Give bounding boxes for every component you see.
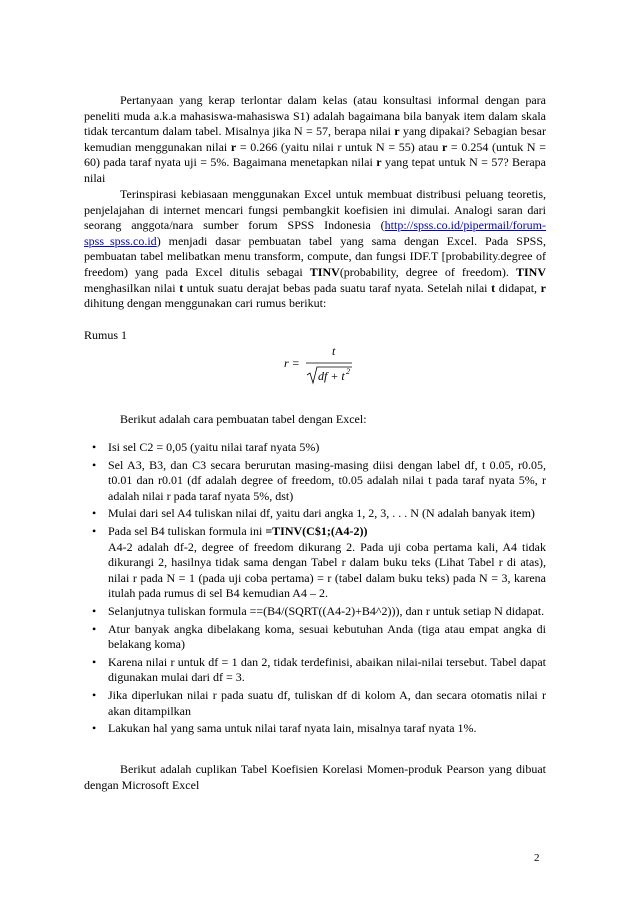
text-span: Pada sel B4 tuliskan formula ini <box>108 523 266 538</box>
list-item <box>84 721 546 737</box>
list-item <box>84 688 546 719</box>
text-span: didapat, <box>495 280 541 295</box>
bold-r: r <box>230 139 237 154</box>
bold-tinv: TINV <box>309 264 340 279</box>
bold-t: t <box>179 280 184 295</box>
forum-link[interactable]: http://spss.co.id/pipermail/forum-spss_spss.co.id <box>84 218 546 248</box>
paragraph-table-intro: Berikut adalah cuplikan Tabel Koefisien Korelasi Momen-produk Pearson yang dibuat dengan Microsoft Excel <box>84 762 546 792</box>
text-span: Atur banyak angka dibelakang koma, sesuai kebutuhan Anda (tiga atau empat angka di belakang koma) <box>108 621 546 652</box>
text-span: ) menjadi dasar pembuatan tabel yang sama dengan Excel. Pada SPSS, pembuatan tabel melibatkan menu transform, compute, dan fungsi IDF.T [probability.degree of freedom) yang pada Excel ditulis sebagai <box>84 233 546 279</box>
list-item <box>84 655 546 686</box>
list-item <box>84 440 546 456</box>
bold-tinv: TINV <box>515 264 546 279</box>
list-item <box>84 524 546 602</box>
text-span: = 0.254 (untuk N = 60) pada taraf nyata uji = 5%. Bagaimana menetapkan nilai <box>84 139 546 170</box>
bullet-icon: • <box>92 457 97 472</box>
text-span: menghasilkan nilai <box>84 280 180 295</box>
text-span: Mulai dari sel A4 tuliskan nilai df, yaitu dari angka 1, 2, 3, . . . N (N adalah banyak item) <box>108 506 535 521</box>
formula-denominator: df + t <box>318 369 345 383</box>
text-span: Sel A3, B3, dan C3 secara berurutan masing-masing diisi dengan label df, t 0.05, r0.05, t0.01 dan r0.01 (df adalah degree of freedom, t0.05 adalah nilai t pada taraf nyata 5%, r adalah nilai r pada taraf nyata 5%, dst) <box>108 457 546 503</box>
bold-r: r <box>540 280 546 295</box>
formula-lhs: r = <box>284 356 300 370</box>
list-item <box>84 458 546 505</box>
bullet-icon: • <box>92 506 97 521</box>
text-span: untuk suatu derajat bebas pada suatu taraf nyata. Setelah nilai <box>183 280 492 295</box>
text-span: dihitung dengan menggunakan cari rumus berikut: <box>84 296 327 311</box>
bullet-icon: • <box>92 440 97 454</box>
formula-r <box>282 343 382 387</box>
bold-t: t <box>491 280 496 295</box>
paragraph-steps-intro: Berikut adalah cara pembuatan tabel dengan Excel: <box>120 412 367 426</box>
tinv-formula: =TINV(C$1;(A4-2)) <box>265 523 368 538</box>
list-item <box>84 604 546 620</box>
text-span: Selanjutnya tuliskan formula ==(B4/(SQRT((A4-2)+B4^2))), dan r untuk setiap N didapat. <box>108 603 545 618</box>
page-number: 2 <box>534 852 540 864</box>
text-span: Pertanyaan yang kerap terlontar dalam kelas (atau konsultasi informal dengan para peneliti muda a.k.a mahasiswa-mahasiswa S1) adalah bagaimana bila banyak item dalam skala tidak tercantum dalam tabel. Misalnya jika N = 57, berapa nilai <box>84 93 546 139</box>
paragraph-inspiration <box>84 187 546 312</box>
formula-numerator: t <box>332 344 336 358</box>
formula-exponent: 2 <box>346 367 350 376</box>
text-span: Lakukan hal yang sama untuk nilai taraf nyata lain, misalnya taraf nyata 1%. <box>108 721 477 736</box>
steps-list <box>84 440 546 739</box>
bullet-icon: • <box>92 721 97 736</box>
bullet-icon: • <box>92 621 97 636</box>
text-span: (probability, degree of freedom). <box>339 264 516 279</box>
bold-r: r <box>441 139 448 154</box>
bold-r: r <box>376 155 382 170</box>
paragraph-intro <box>84 93 546 187</box>
text-span: yang tepat untuk N = 57? Berapa nilai <box>84 155 547 185</box>
bullet-icon: • <box>92 654 97 669</box>
bullet-icon: • <box>92 603 97 618</box>
bold-r: r <box>394 124 400 139</box>
rumus-label: Rumus 1 <box>84 328 128 342</box>
text-span: Karena nilai r untuk df = 1 dan 2, tidak terdefinisi, abaikan nilai-nilai tersebut. Tabel dapat digunakan mulai dari df = 3. <box>108 654 546 685</box>
bullet-icon: • <box>92 687 97 702</box>
text-span: = 0.266 (yaitu nilai r untuk N = 55) atau <box>236 139 442 154</box>
text-span: Isi sel C2 = 0,05 (yaitu nilai taraf nyata 5%) <box>108 440 320 454</box>
text-span: yang dipakai? Sebagian besar kemudian menggunakan nilai <box>84 124 546 154</box>
text-span: Terinspirasi kebiasaan menggunakan Excel untuk membuat distribusi peluang teoretis, penjelajahan di internet mencari fungsi pembangkit koefisien ini dimulai. Analogi saran dari seorang anggota/nara sumber forum SPSS Indonesia ( <box>84 187 546 233</box>
text-span: Jika diperlukan nilai r pada suatu df, tuliskan df di kolom A, dan secara otomatis nilai r akan ditampilkan <box>108 687 546 718</box>
text-span: A4-2 adalah df-2, degree of freedom dikurang 2. Pada uji coba pertama kali, A4 tidak dikurangi 2, hasilnya tidak sama dengan Tabel r dalam buku teks (Lihat Tabel r di atas), nilai r pada N = 1 (pada uji coba pertama) = r (tabel dalam buku teks) pada N = 3, karena itulah pada rumus di sel B4 kemudian A4 – 2. <box>108 539 546 601</box>
list-item <box>84 622 546 653</box>
list-item <box>84 506 546 522</box>
bullet-icon: • <box>92 523 97 538</box>
formula-svg <box>282 343 382 387</box>
